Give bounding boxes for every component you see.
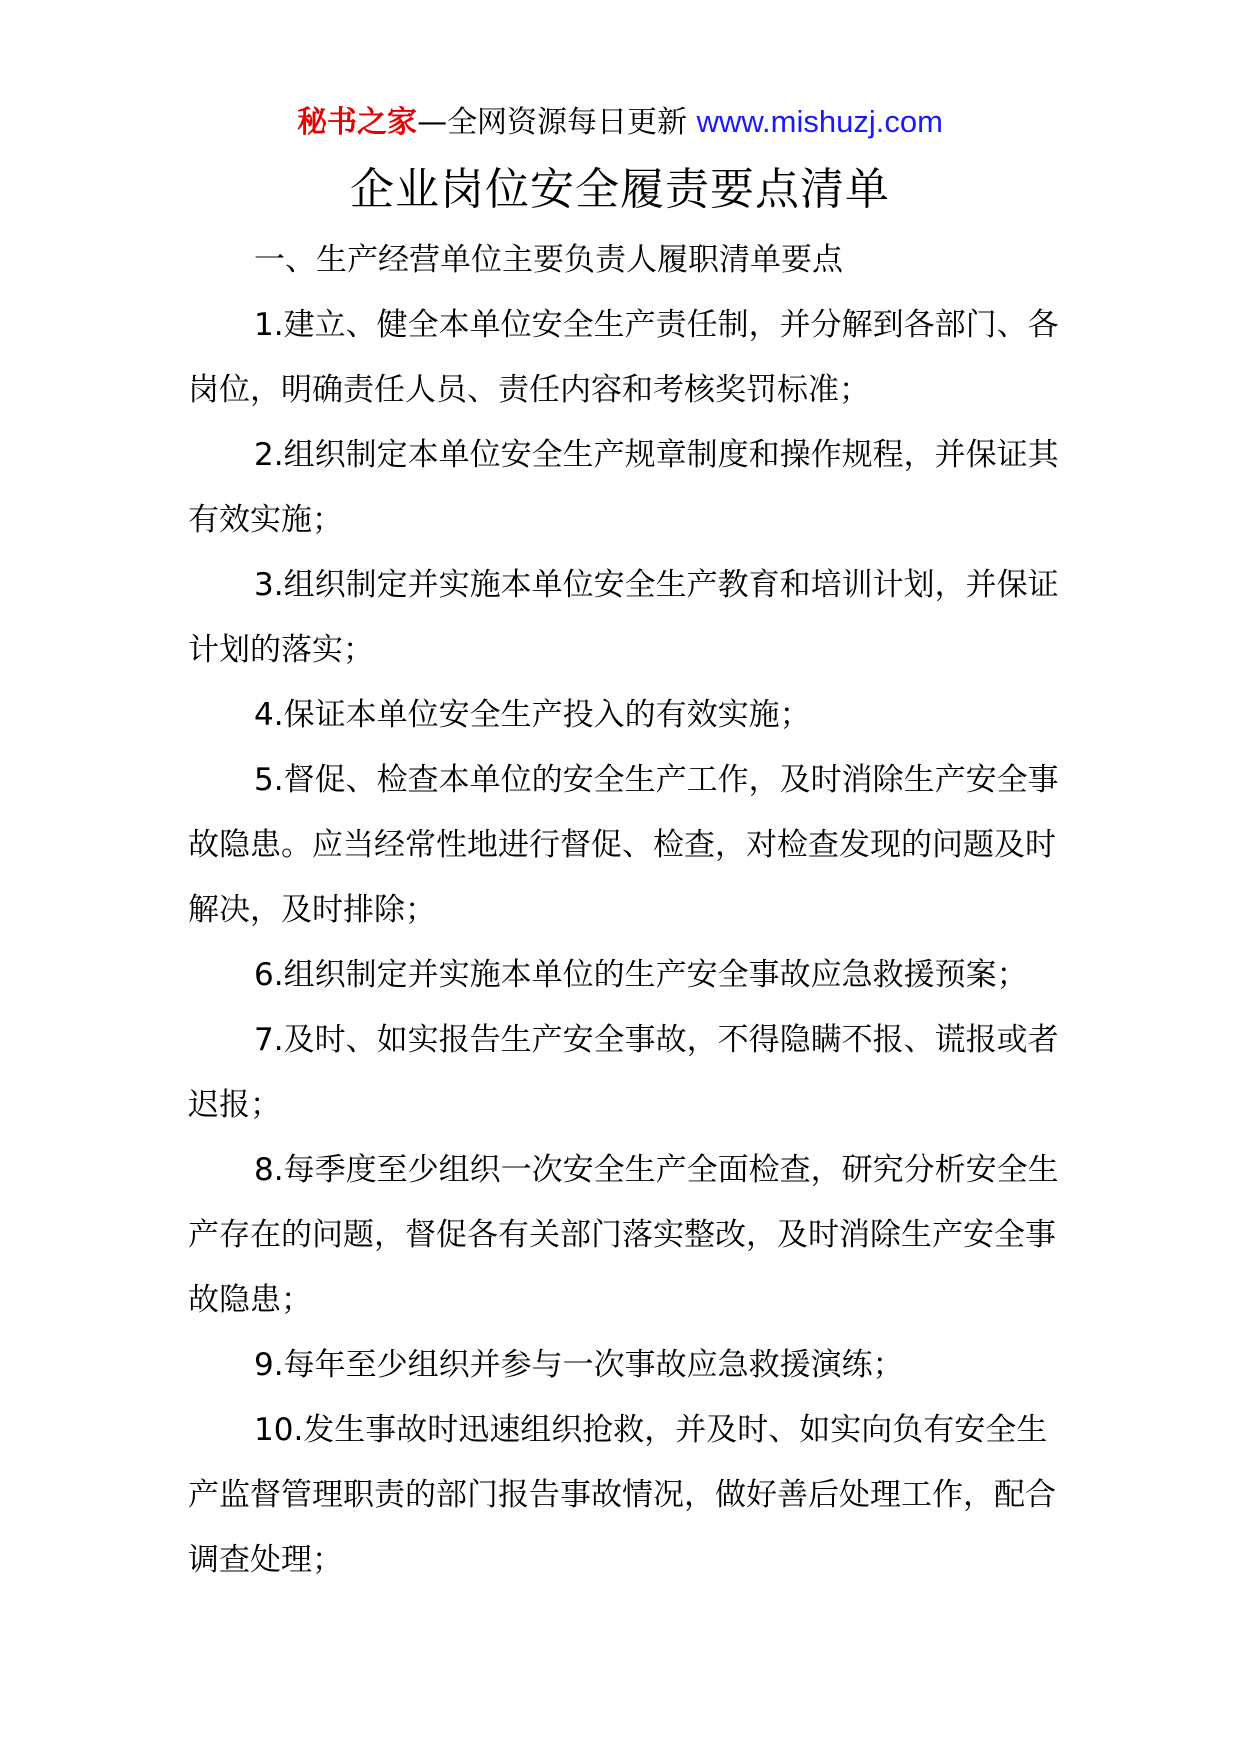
site-header <box>0 100 1240 145</box>
list-item: 7.及时、如实报告生产安全事故，不得隐瞒不报、谎报或者迟报； <box>188 1022 1059 1123</box>
header-slogan: —全网资源每日更新 <box>417 105 688 140</box>
list-item: 6.组织制定并实施本单位的生产安全事故应急救援预案； <box>254 957 1028 993</box>
site-url-link[interactable]: www.mishuzj.com <box>696 104 943 139</box>
list-item: 9.每年至少组织并参与一次事故应急救援演练； <box>254 1347 904 1383</box>
section-heading: 一、生产经营单位主要负责人履职清单要点 <box>254 242 843 278</box>
list-item: 5.督促、检查本单位的安全生产工作，及时消除生产安全事故隐患。应当经常性地进行督促、检查，对检查发现的问题及时解决，及时排除； <box>188 762 1059 928</box>
document-title: 企业岗位安全履责要点清单 <box>350 164 890 215</box>
list-item: 2.组织制定本单位安全生产规章制度和操作规程，并保证其有效实施； <box>188 437 1059 538</box>
list-item: 10.发生事故时迅速组织抢救，并及时、如实向负有安全生产监督管理职责的部门报告事故情况，做好善后处理工作，配合调查处理； <box>188 1412 1056 1578</box>
list-item: 4.保证本单位安全生产投入的有效实施； <box>254 697 811 733</box>
list-item: 1.建立、健全本单位安全生产责任制，并分解到各部门、各岗位，明确责任人员、责任内容和考核奖罚标准； <box>188 307 1059 408</box>
list-item: 3.组织制定并实施本单位安全生产教育和培训计划，并保证计划的落实； <box>188 567 1059 668</box>
document-body <box>188 228 1078 1593</box>
brand-name: 秘书之家 <box>297 105 418 140</box>
list-item: 8.每季度至少组织一次安全生产全面检查，研究分析安全生产存在的问题，督促各有关部门落实整改，及时消除生产安全事故隐患； <box>188 1152 1059 1318</box>
